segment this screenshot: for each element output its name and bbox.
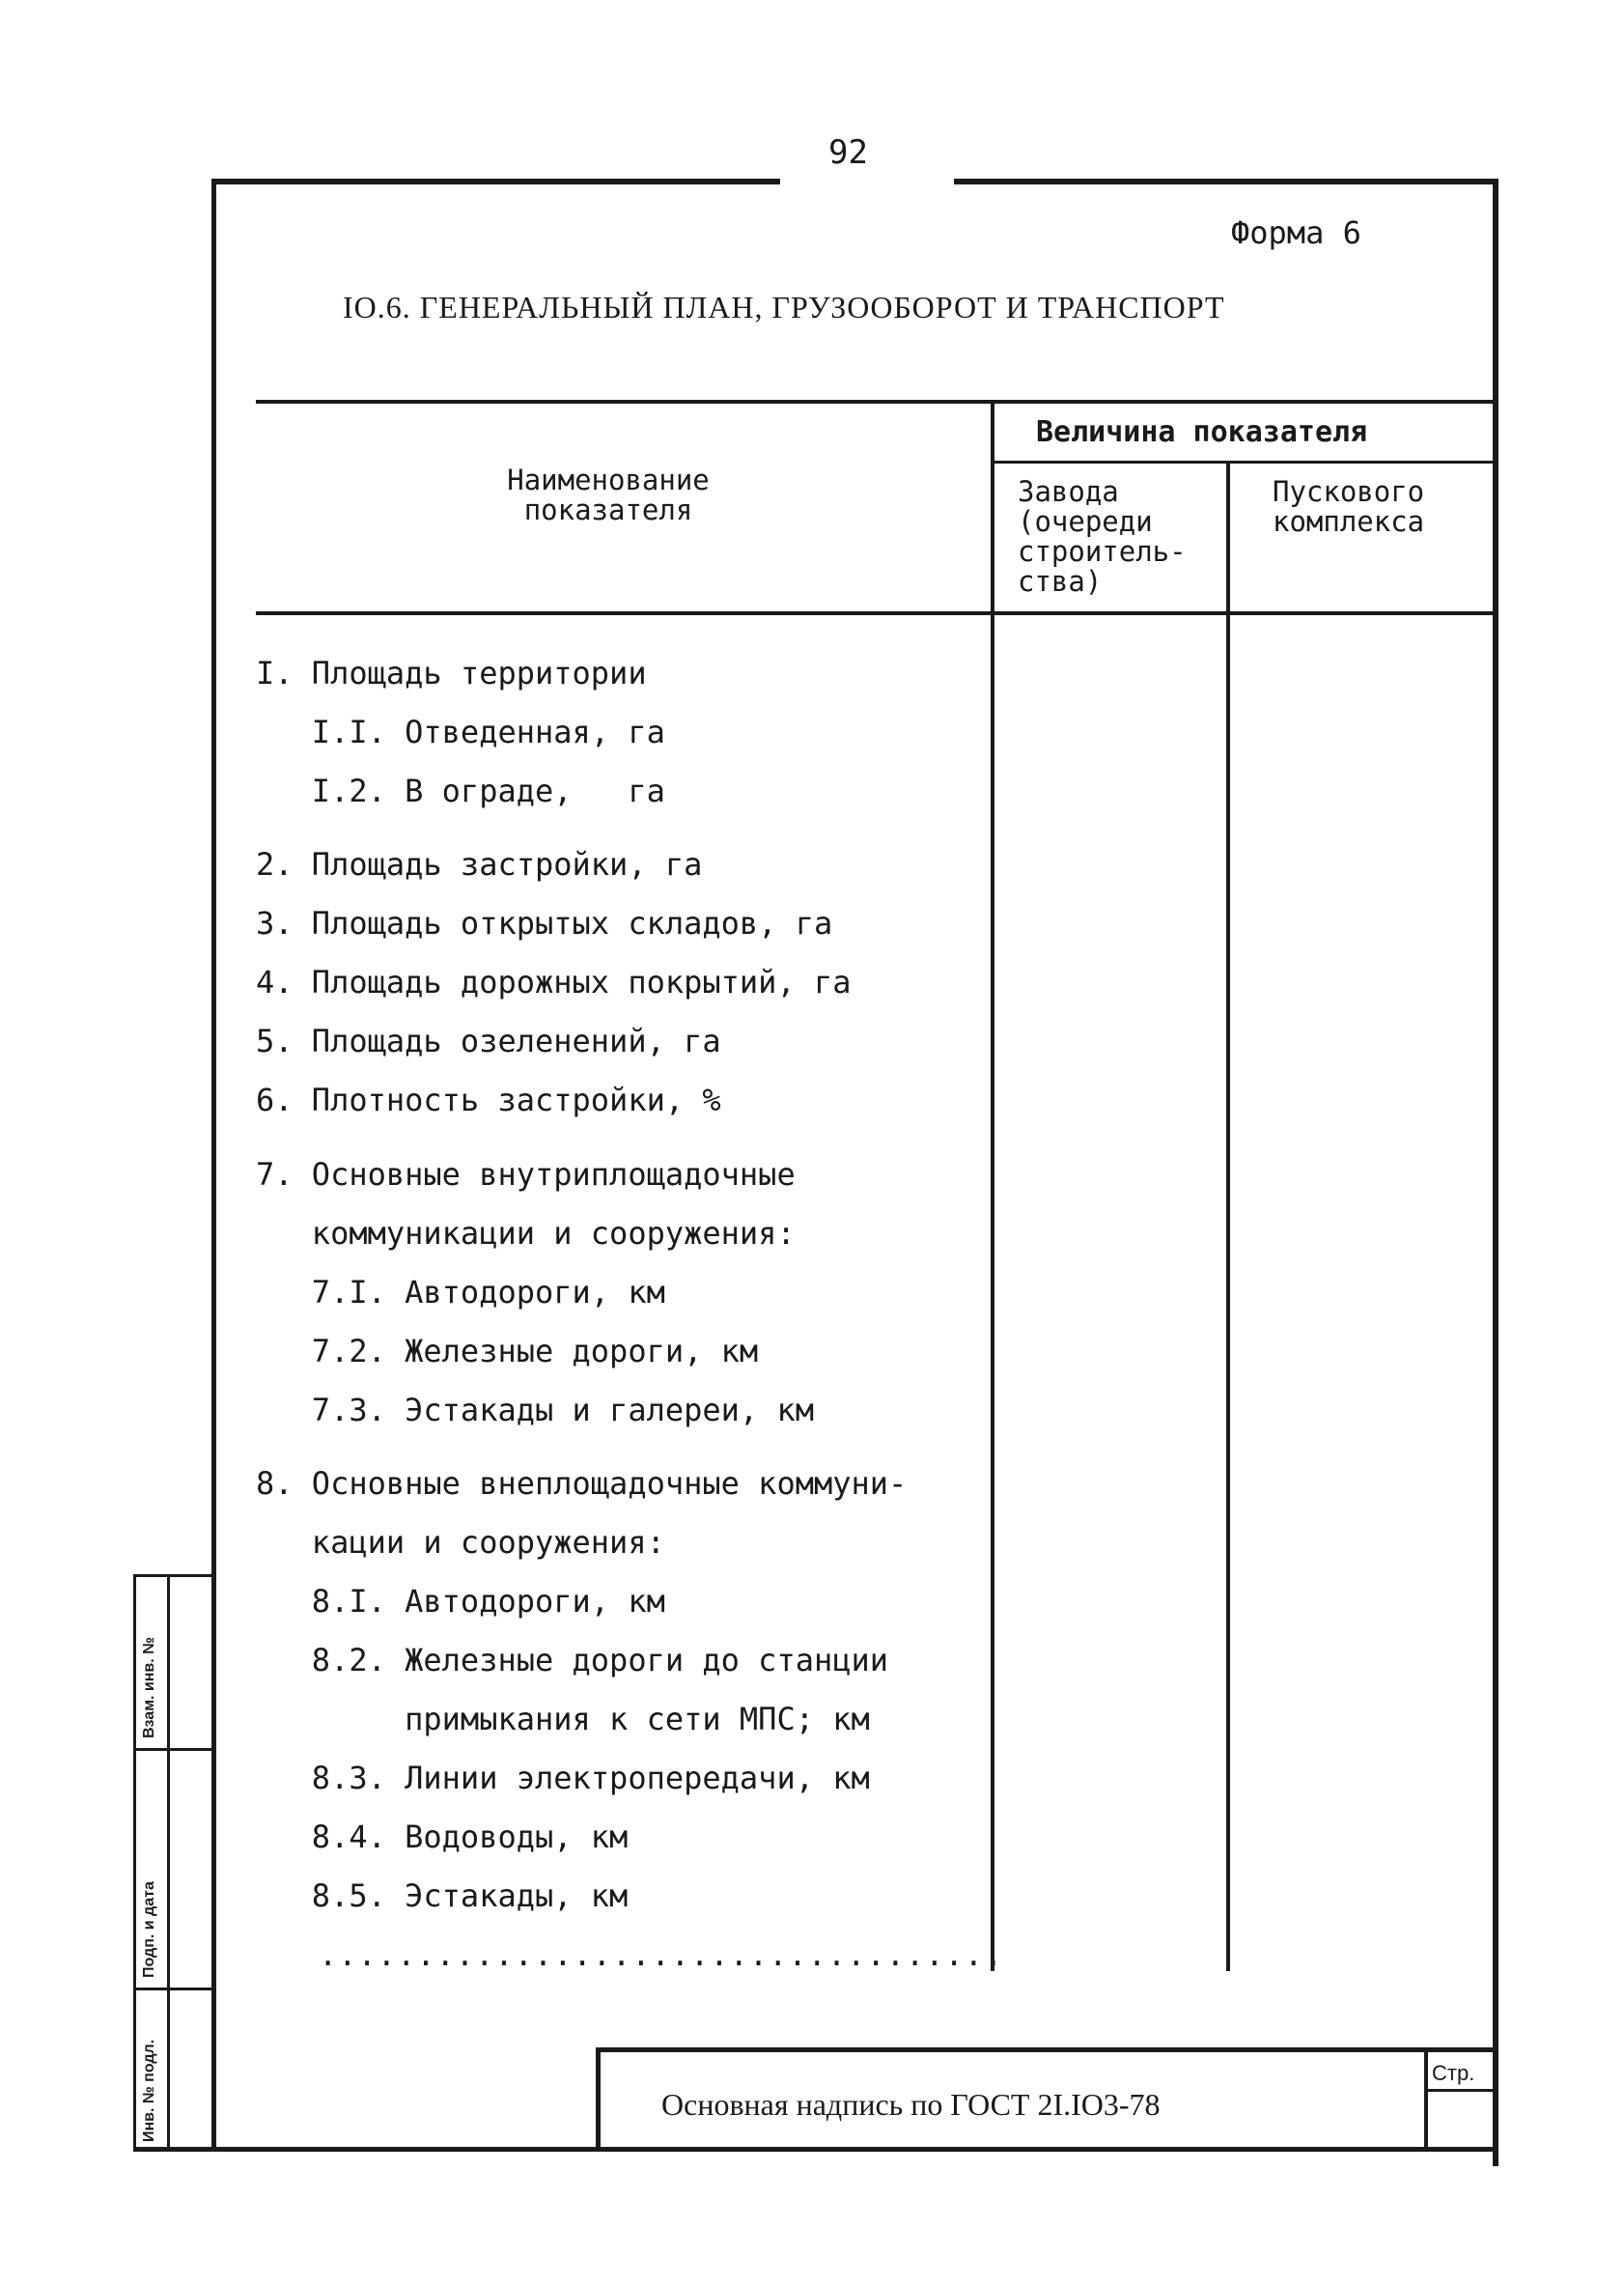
value-column-divider: [991, 400, 994, 1971]
plant-subcolumn-header-line-2: (очереди: [1018, 505, 1153, 538]
table-row: 8.I. Автодороги, км: [256, 1583, 665, 1620]
startup-subcolumn-header-line-2: комплекса: [1273, 505, 1425, 538]
name-column-header-line-2: показателя: [523, 493, 693, 526]
table-row: 4. Площадь дорожных покрытий, га: [256, 964, 852, 1001]
table-top-rule: [256, 400, 1498, 404]
table-row: 5. Площадь озеленений, га: [256, 1023, 721, 1059]
name-column-header-line-1: Наименование: [507, 464, 710, 496]
table-row: 7.3. Эстакады и галереи, км: [256, 1392, 814, 1428]
table-row: 2. Площадь застройки, га: [256, 846, 703, 883]
side-stamp-rule-2: [133, 1988, 211, 1990]
table-row: I. Площадь территории: [256, 655, 647, 691]
table-row: 6. Плотность застройки, %: [256, 1082, 721, 1118]
title-block-page-cell-rule: [1424, 2089, 1498, 2092]
frame-top-right-border: [954, 179, 1498, 184]
plant-subcolumn-header-line-4: ства): [1018, 565, 1103, 598]
side-stamp-original-inv: Инв. № подл.: [141, 2039, 157, 2142]
side-stamp-replacement-inv: Взам. инв. №: [141, 1637, 157, 1738]
title-block-page-cell-divider: [1424, 2052, 1428, 2152]
table-row: I.2. В ограде, га: [256, 773, 665, 809]
table-row: 8.5. Эстакады, км: [256, 1877, 629, 1914]
value-column-header: Величина показателя: [1036, 415, 1368, 449]
table-row: 8. Основные внеплощадочные коммуни-: [256, 1465, 908, 1502]
side-stamp-rule-1: [133, 1748, 211, 1751]
startup-subcolumn-header-line-1: Пускового: [1273, 475, 1425, 508]
table-row: 7.I. Автодороги, км: [256, 1274, 665, 1311]
plant-subcolumn-header-line-1: Завода: [1018, 475, 1119, 508]
table-row: коммуникации и сооружения:: [256, 1215, 796, 1252]
name-column-header: [415, 465, 801, 525]
continuation-dots: ...................................: [319, 1936, 1004, 1973]
table-row: 7.2. Железные дороги, км: [256, 1333, 759, 1369]
plant-subcolumn-header: [1018, 477, 1187, 597]
side-stamp-signature-date: Подп. и дата: [141, 1881, 157, 1978]
startup-subcolumn-header: [1273, 477, 1424, 537]
page-number: 92: [828, 133, 868, 172]
title-block-text: Основная надпись по ГОСТ 2I.IO3-78: [661, 2087, 1161, 2122]
table-row: 3. Площадь открытых складов, га: [256, 905, 833, 942]
form-label: Форма 6: [1231, 214, 1361, 251]
table-row: 8.2. Железные дороги до станции: [256, 1642, 889, 1678]
table-row: I.I. Отведенная, га: [256, 714, 665, 750]
section-title: IO.6. ГЕНЕРАЛЬНЫЙ ПЛАН, ГРУЗООБОРОТ И ТРАНСПОРТ: [343, 290, 1225, 324]
frame-right-border: [1493, 179, 1498, 2166]
plant-subcolumn-header-line-3: строитель-: [1018, 535, 1187, 568]
frame-top-left-border: [211, 179, 780, 184]
page-cell-label: Стр.: [1432, 2061, 1475, 2085]
table-row: 8.4. Водоводы, км: [256, 1819, 629, 1855]
value-header-rule: [993, 461, 1498, 464]
side-stamp-divider: [167, 1574, 170, 2152]
frame-left-border: [211, 179, 216, 2152]
table-row: примыкания к сети МПС; км: [256, 1701, 870, 1737]
table-header-bottom-rule: [256, 611, 1498, 615]
table-row: 7. Основные внутриплощадочные: [256, 1156, 796, 1193]
table-row: кации и сооружения:: [256, 1524, 665, 1561]
table-row: 8.3. Линии электропередачи, км: [256, 1760, 870, 1796]
subcolumn-divider: [1226, 463, 1230, 1971]
